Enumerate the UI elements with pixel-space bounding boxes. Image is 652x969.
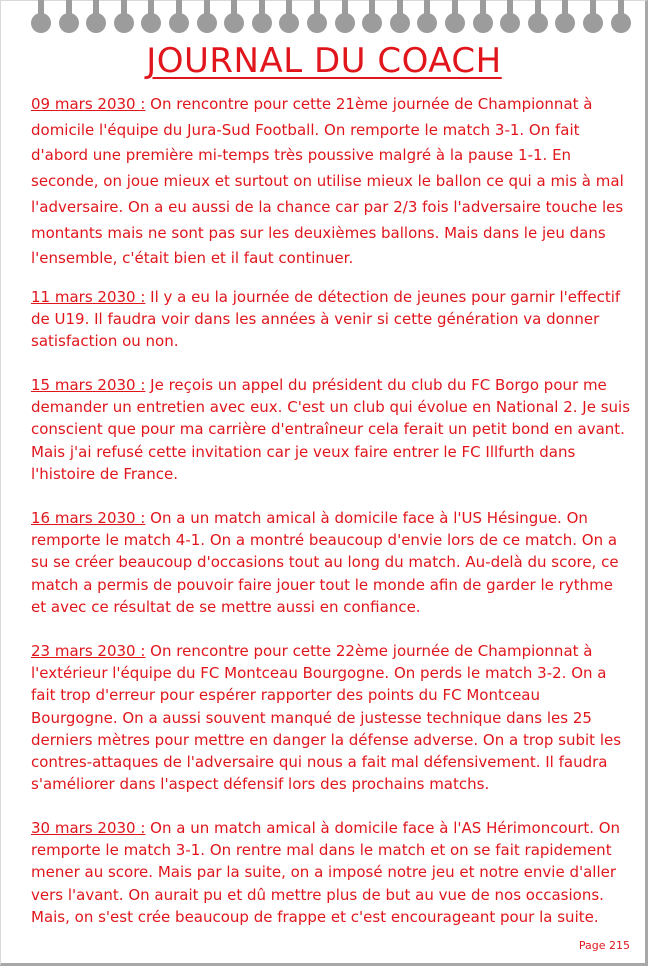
journal-entry	[31, 507, 631, 618]
binding-ring	[252, 13, 272, 33]
binding-ring	[307, 13, 327, 33]
binding-ring	[279, 13, 299, 33]
binding-ring	[473, 13, 493, 33]
entry-text: On rencontre pour cette 21ème journée de Championnat à domicile l'équipe du Jura-Sud Football. On remporte le match 3-1. On fait d'abord une première mi-temps très poussive malgré à la pause 1-1. En seconde, on joue mieux et surtout on utilise mieux le ballon ce qui a mis à mal l'adversaire. On a eu aussi de la chance car par 2/3 fois l'adversaire touche les montants mais ne sont pas sur les deuxièmes ballons. Mais dans le jeu dans l'ensemble, c'était bien et il faut continuer.	[31, 95, 624, 268]
binding-ring	[224, 13, 244, 33]
binding-ring	[362, 13, 382, 33]
entry-date: 30 mars 2030 :	[31, 819, 146, 837]
entry-date: 11 mars 2030 :	[31, 288, 146, 306]
binding-ring	[31, 13, 51, 33]
binding-ring	[528, 13, 548, 33]
spiral-binding	[31, 13, 631, 37]
binding-ring	[500, 13, 520, 33]
journal-entry	[31, 640, 631, 795]
entry-date: 09 mars 2030 :	[31, 95, 146, 113]
page-number: Page 215	[578, 939, 630, 952]
entry-text: Il y a eu la journée de détection de jeunes pour garnir l'effectif de U19. Il faudra voir dans les années à venir si cette génération va donner satisfaction ou non.	[31, 288, 621, 351]
binding-ring	[611, 13, 631, 33]
binding-ring	[114, 13, 134, 33]
entry-text: On rencontre pour cette 22ème journée de Championnat à l'extérieur l'équipe du FC Montceau Bourgogne. On perds le match 3-2. On a fait trop d'erreur pour espérer rapporter des points du FC Montceau Bourgogne. On a aussi souvent manqué de justesse technique dans les 25 derniers mètres pour mettre en danger la défense adverse. On a trop subit les contres-attaques de l'adversaire qui nous a fait mal défensivement. Il faudra s'améliorer dans l'aspect défensif lors des prochains matchs.	[31, 642, 622, 794]
binding-ring	[141, 13, 161, 33]
binding-ring	[583, 13, 603, 33]
binding-ring	[59, 13, 79, 33]
binding-ring	[335, 13, 355, 33]
binding-ring	[197, 13, 217, 33]
entry-text: Je reçois un appel du président du club du FC Borgo pour me demander un entretien avec eux. C'est un club qui évolue en National 2. Je suis conscient que pour ma carrière d'entraîneur cela ferait un petit bond en avant. Mais j'ai refusé cette invitation car je veux faire entrer le FC Illfurth dans l'histoire de France.	[31, 376, 631, 483]
entry-text: On a un match amical à domicile face à l'AS Hérimoncourt. On remporte le match 3-1. On rentre mal dans le match et on se fait rapidement mener au score. Mais par la suite, on a imposé notre jeu et notre envie d'aller vers l'avant. On aurait pu et dû mettre plus de but au vue de nos occasions. Mais, on s'est crée beaucoup de frappe et c'est encourageant pour la suite.	[31, 819, 621, 926]
binding-ring	[86, 13, 106, 33]
binding-ring	[169, 13, 189, 33]
binding-ring	[445, 13, 465, 33]
journal-entry	[31, 286, 631, 353]
journal-entry	[31, 374, 631, 485]
entry-date: 15 mars 2030 :	[31, 376, 146, 394]
binding-ring	[555, 13, 575, 33]
page-title: JOURNAL DU COACH	[146, 41, 502, 81]
entry-text: On a un match amical à domicile face à l'US Hésingue. On remporte le match 4-1. On a montré beaucoup d'envie lors de ce match. On a su se créer beaucoup d'occasions tout au long du match. Au-delà du score, ce match a permis de pouvoir faire jouer tout le monde afin de garder le rythme et avec ce résultat de se mettre aussi en confiance.	[31, 509, 619, 616]
binding-ring	[417, 13, 437, 33]
entry-date: 23 mars 2030 :	[31, 642, 146, 660]
journal-entry	[31, 92, 631, 272]
journal-entry	[31, 817, 631, 928]
binding-ring	[390, 13, 410, 33]
entry-date: 16 mars 2030 :	[31, 509, 146, 527]
